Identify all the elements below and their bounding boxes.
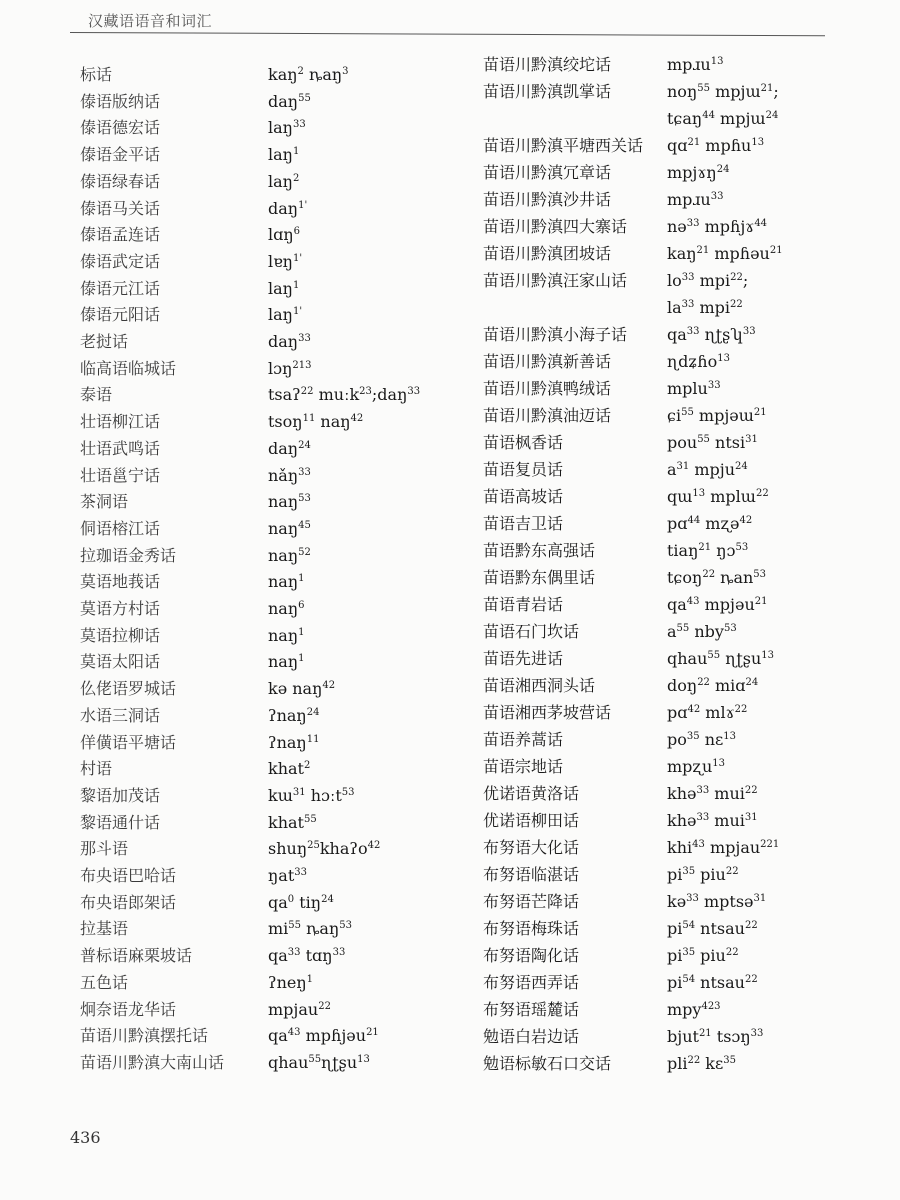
- running-header: 汉藏语语音和词汇: [88, 12, 213, 30]
- dialect-name: 水语三洞话: [80, 705, 161, 725]
- dialect-name: 黎语通什话: [80, 812, 161, 832]
- dialect-name: 普标语麻栗坡话: [80, 946, 193, 966]
- phonetic-form: ɕi$^{55}$ mpjəɯ$^{21}$: [667, 406, 767, 425]
- dialect-name: 壮语邕宁话: [80, 465, 161, 485]
- dialect-name: 苗语黔东高强话: [483, 541, 596, 560]
- dialect-name: 傣语元阳话: [80, 305, 161, 325]
- phonetic-form: $pi^{35}$ piu$^{22}$: [667, 946, 739, 965]
- phonetic-form: pɑ$^{44}$ mʐə$^{42}$: [667, 514, 753, 533]
- phonetic-form: $la^{33}$ mpi$^{22}$: [667, 298, 743, 317]
- phonetic-form: laŋ$^1$: [268, 278, 300, 298]
- phonetic-form: $qa^{33}$ ɳʈʂʮ$^{33}$: [667, 325, 756, 344]
- dialect-name: 苗语川黔滇冗章话: [483, 163, 612, 182]
- phonetic-form: doŋ$^{22}$ miɑ$^{24}$: [667, 676, 759, 695]
- phonetic-form: ʔneŋ$^1$: [268, 972, 314, 992]
- phonetic-form: naŋ$^{45}$: [268, 518, 311, 538]
- dialect-name: 苗语川黔滇鸭绒话: [483, 379, 612, 398]
- phonetic-form: $a^{55}$ nby$^{53}$: [667, 622, 737, 641]
- dialect-name: 泰语: [80, 385, 113, 405]
- phonetic-form: tsoŋ$^{11}$ naŋ$^{42}$: [268, 412, 364, 432]
- dialect-name: 五色话: [80, 972, 129, 992]
- phonetic-form: $pi^{35}$ piu$^{22}$: [667, 865, 739, 884]
- dialect-name: 壮语柳江话: [80, 412, 161, 432]
- phonetic-form: $pi^{54}$ ntsau$^{22}$: [667, 973, 758, 992]
- phonetic-form: mpjɤŋ$^{24}$: [667, 163, 730, 182]
- dialect-name: 苗语川黔滇油迈话: [483, 406, 612, 425]
- phonetic-form: $qa^{33}$ tɑŋ$^{33}$: [268, 946, 346, 966]
- dialect-name: 布努语西弄话: [483, 973, 580, 992]
- dialect-name: 傣语金平话: [80, 145, 161, 165]
- dialect-name: 布努语陶化话: [483, 946, 580, 965]
- phonetic-form: mplu$^{33}$: [667, 379, 721, 398]
- dialect-name: 布努语梅珠话: [483, 919, 580, 938]
- dialect-name: 苗语川黔滇四大寨话: [483, 217, 628, 236]
- dialect-name: 苗语川黔滇小海子话: [483, 325, 628, 344]
- phonetic-form: naŋ$^1$: [268, 625, 305, 645]
- phonetic-form: mpɹu$^{13}$: [667, 55, 724, 74]
- dialect-name: 苗语青岩话: [483, 595, 564, 614]
- dialect-name: 苗语复员话: [483, 460, 564, 479]
- dialect-name: 临高语临城话: [80, 358, 177, 378]
- phonetic-form: nǎŋ$^{33}$: [268, 465, 311, 485]
- phonetic-form: ʔnaŋ$^{11}$: [268, 732, 320, 752]
- phonetic-form: $mi^{55}$ ȵaŋ$^{53}$: [268, 919, 352, 939]
- phonetic-form: mpy$^{423}$: [667, 1000, 721, 1019]
- dialect-name: 布央语郎架话: [80, 892, 177, 912]
- dialect-name: 苗语湘西洞头话: [483, 676, 596, 695]
- phonetic-form: shuŋ$^{25}$khaʔo$^{42}$: [268, 839, 381, 859]
- phonetic-form: laŋ$^{1'}$: [268, 305, 303, 325]
- phonetic-form: pou$^{55}$ ntsi$^{31}$: [667, 433, 758, 452]
- dialect-name: 侗语榕江话: [80, 518, 161, 538]
- dialect-name: 壮语武鸣话: [80, 438, 161, 458]
- phonetic-form: khat$^2$: [268, 759, 311, 779]
- phonetic-form: mpjau$^{22}$: [268, 999, 331, 1019]
- dialect-name: 苗语湘西茅坡营话: [483, 703, 612, 722]
- phonetic-form: naŋ$^{53}$: [268, 492, 311, 512]
- phonetic-form: kaŋ$^{21}$ mpɦəu$^{21}$: [667, 244, 783, 263]
- dialect-name: 傣语版纳话: [80, 91, 161, 111]
- dialect-name: 优诺语柳田话: [483, 811, 580, 830]
- dialect-name: 布努语芒降话: [483, 892, 580, 911]
- dialect-name: 标话: [80, 65, 113, 84]
- dialect-name: 苗语川黔滇平塘西关话: [483, 136, 644, 155]
- phonetic-form: tɕoŋ$^{22}$ ȵan$^{53}$: [667, 568, 767, 587]
- dialect-name: 勉语白岩边话: [483, 1027, 580, 1046]
- phonetic-form: $qa^0$ tiŋ$^{24}$: [268, 892, 334, 912]
- phonetic-form: khə$^{33}$ mui$^{31}$: [667, 811, 758, 830]
- header-rule: [70, 32, 825, 36]
- phonetic-form: $qa^{43}$ mpɦjəu$^{21}$: [268, 1026, 379, 1046]
- dialect-name: 苗语石门坎话: [483, 622, 580, 641]
- phonetic-form: qɯ$^{13}$ mplɯ$^{22}$: [667, 487, 769, 506]
- dialect-name: 苗语川黔滇新善话: [483, 352, 612, 371]
- dialect-name: 布央语巴哈话: [80, 866, 177, 885]
- phonetic-form: tsaʔ$^{22}$ muːk$^{23}$;daŋ$^{33}$: [268, 385, 421, 405]
- dialect-name: 炯奈语龙华话: [80, 999, 177, 1019]
- phonetic-form: naŋ$^{52}$: [268, 545, 311, 565]
- dialect-name: 苗语宗地话: [483, 757, 564, 776]
- dialect-name: 拉珈语金秀话: [80, 545, 177, 565]
- phonetic-form: noŋ$^{55}$ mpjɯ$^{21}$;: [667, 82, 779, 101]
- dialect-name: 布努语大化话: [483, 838, 580, 857]
- dialect-name: 苗语川黔滇凯掌话: [483, 82, 612, 101]
- phonetic-form: $po^{35}$ nɛ$^{13}$: [667, 730, 737, 749]
- phonetic-form: mpɹu$^{33}$: [667, 190, 724, 209]
- dialect-name: 傣语德宏话: [80, 118, 161, 138]
- phonetic-form: khat$^{55}$: [268, 812, 317, 832]
- dialect-name: 莫语太阳话: [80, 652, 161, 672]
- phonetic-form: ŋat$^{33}$: [268, 866, 308, 885]
- phonetic-form: kə$^{33}$ mptsə$^{31}$: [667, 892, 767, 911]
- dialect-name: 苗语川黔滇绞坨话: [483, 55, 612, 74]
- phonetic-form: lɑŋ$^6$: [268, 225, 301, 245]
- dialect-name: 苗语川黔滇团坡话: [483, 244, 612, 263]
- dialect-name: 傣语绿春话: [80, 171, 161, 191]
- dialect-name: 村语: [80, 759, 113, 779]
- phonetic-form: pli$^{22}$ kɛ$^{35}$: [667, 1054, 737, 1073]
- dialect-name: 莫语方村话: [80, 599, 161, 618]
- phonetic-form: qhau$^{55}$ɳʈʂu$^{13}$: [268, 1052, 370, 1072]
- dialect-name: 莫语地莪话: [80, 572, 161, 592]
- dialect-name: 傣语元江话: [80, 278, 161, 298]
- phonetic-form: qhau$^{55}$ ɳʈʂu$^{13}$: [667, 649, 774, 668]
- dialect-name: 优诺语黄洛话: [483, 784, 580, 803]
- dialect-name: 拉基语: [80, 919, 129, 939]
- dialect-name: 黎语加茂话: [80, 785, 161, 805]
- phonetic-form: khi$^{43}$ mpjau$^{221}$: [667, 838, 780, 857]
- phonetic-form: laŋ$^2$: [268, 171, 300, 191]
- phonetic-form: daŋ$^{1'}$: [268, 198, 308, 218]
- phonetic-form: $qa^{43}$ mpjəu$^{21}$: [667, 595, 768, 614]
- phonetic-form: lɔŋ$^{213}$: [268, 358, 312, 378]
- dialect-name: 傣语马关话: [80, 198, 161, 218]
- phonetic-form: kaŋ$^2$ ȵaŋ$^3$: [268, 65, 349, 84]
- phonetic-form: $pi^{54}$ ntsau$^{22}$: [667, 919, 758, 938]
- dialect-name: 勉语标敏石口交话: [483, 1054, 612, 1073]
- dialect-name: 苗语吉卫话: [483, 514, 564, 533]
- dialect-name: 茶洞语: [80, 492, 129, 512]
- dialect-name: 老挝话: [80, 332, 129, 351]
- dialect-name: 那斗语: [80, 839, 129, 859]
- phonetic-form: daŋ$^{24}$: [268, 438, 311, 458]
- dialect-name: 苗语养蒿话: [483, 730, 564, 749]
- phonetic-form: pɑ$^{42}$ mlɤ$^{22}$: [667, 703, 748, 722]
- phonetic-form: laŋ$^{33}$: [268, 118, 306, 138]
- phonetic-form: daŋ$^{33}$: [268, 332, 311, 351]
- phonetic-form: ʔnaŋ$^{24}$: [268, 705, 320, 725]
- phonetic-form: $lo^{33}$ mpi$^{22}$;: [667, 271, 749, 290]
- phonetic-form: tɕaŋ$^{44}$ mpjɯ$^{24}$: [667, 109, 779, 128]
- dialect-name: 苗语先进话: [483, 649, 564, 668]
- phonetic-form: naŋ$^1$: [268, 572, 305, 592]
- phonetic-form: naŋ$^1$: [268, 652, 305, 672]
- phonetic-form: khə$^{33}$ mui$^{22}$: [667, 784, 758, 803]
- phonetic-form: tiaŋ$^{21}$ ŋɔ$^{53}$: [667, 541, 749, 560]
- phonetic-form: laŋ$^1$: [268, 145, 300, 165]
- phonetic-form: mpʐu$^{13}$: [667, 757, 726, 776]
- phonetic-form: nə$^{33}$ mpɦjɤ$^{44}$: [667, 217, 768, 236]
- dialect-name: 佯僙语平塘话: [80, 732, 177, 752]
- dialect-name: 苗语川黔滇大南山话: [80, 1052, 225, 1072]
- phonetic-form: bjut$^{21}$ tsɔŋ$^{33}$: [667, 1027, 764, 1046]
- phonetic-form: qɑ$^{21}$ mpɦu$^{13}$: [667, 136, 765, 155]
- phonetic-form: kə naŋ$^{42}$: [268, 679, 336, 699]
- dialect-name: 莫语拉柳话: [80, 625, 161, 645]
- dialect-name: 苗语川黔滇沙井话: [483, 190, 612, 209]
- dialect-name: 傣语武定话: [80, 251, 161, 271]
- dialect-name: 苗语枫香话: [483, 433, 564, 452]
- phonetic-form: daŋ$^{55}$: [268, 91, 311, 111]
- dialect-name: 苗语高坡话: [483, 487, 564, 506]
- dialect-name: 苗语川黔滇摆托话: [80, 1026, 209, 1046]
- dialect-name: 布努语临湛话: [483, 865, 580, 884]
- dialect-name: 仫佬语罗城话: [80, 679, 177, 699]
- phonetic-form: naŋ$^6$: [268, 599, 305, 618]
- phonetic-form: ɳdʑɦo$^{13}$: [667, 352, 730, 371]
- dialect-name: 傣语孟连话: [80, 225, 161, 245]
- dialect-name: 苗语黔东偶里话: [483, 568, 596, 587]
- page-number: 436: [70, 1128, 101, 1147]
- phonetic-form: $a^{31}$ mpju$^{24}$: [667, 460, 748, 479]
- phonetic-form: lɐŋ$^{1'}$: [268, 251, 303, 271]
- dialect-name: 布努语瑶麓话: [483, 1000, 580, 1019]
- dialect-name: 苗语川黔滇汪家山话: [483, 271, 628, 290]
- phonetic-form: kɯ$^{31}$ hɔːt$^{53}$: [268, 785, 355, 805]
